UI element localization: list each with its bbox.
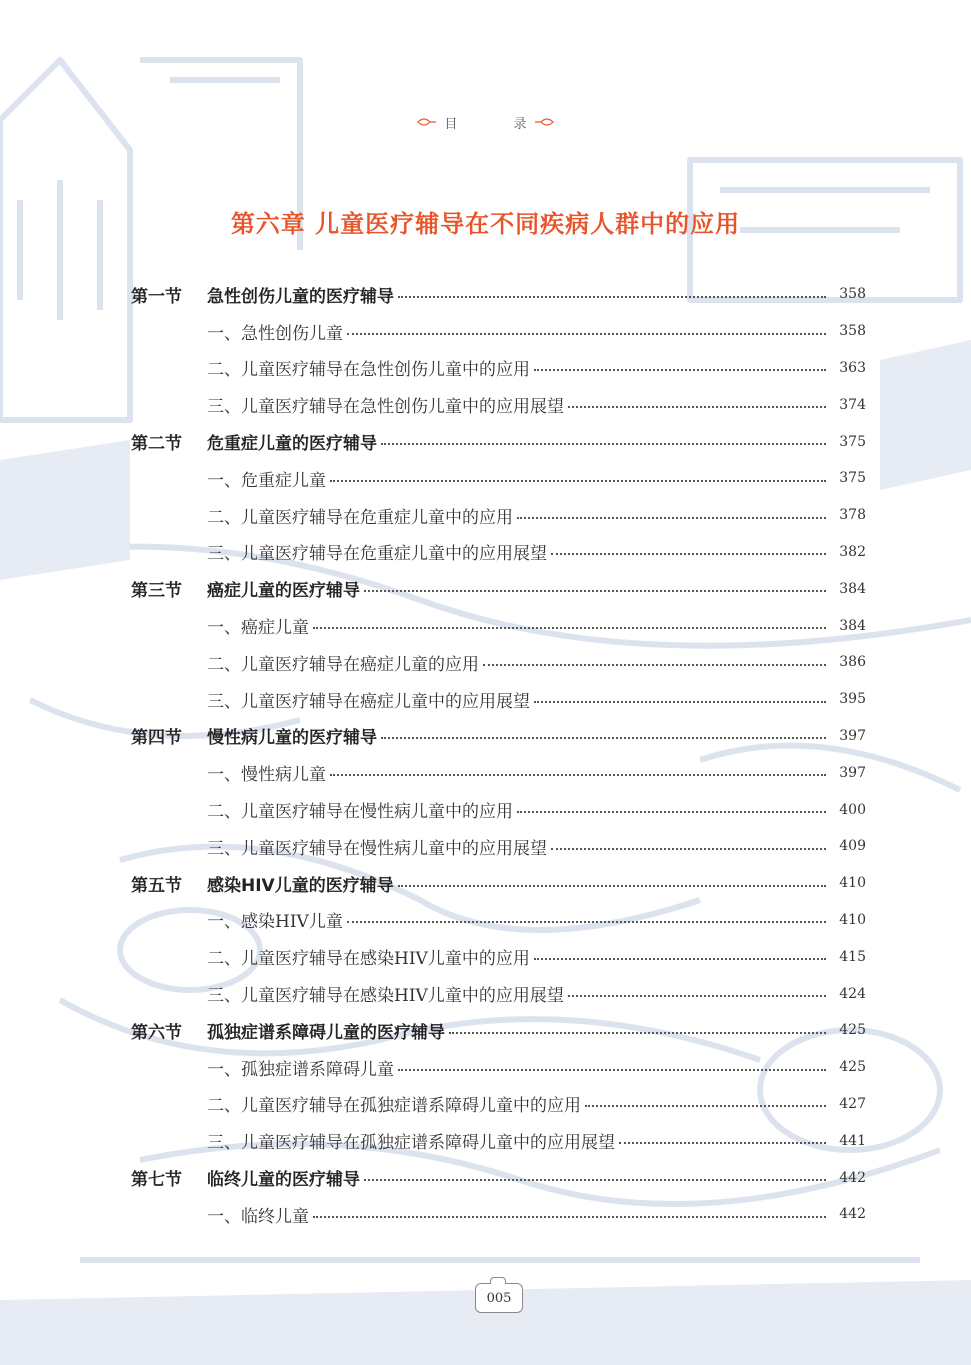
toc-item-row[interactable] — [131, 1122, 866, 1159]
section-title: 临终儿童的医疗辅导 — [207, 1170, 360, 1191]
table-of-contents — [131, 276, 866, 1233]
item-title: 三、儿童医疗辅导在孤独症谱系障碍儿童中的应用展望 — [207, 1133, 615, 1154]
item-title: 一、感染HIV儿童 — [207, 912, 343, 933]
toc-item-row[interactable] — [131, 938, 866, 975]
toc-page-number: 363 — [839, 359, 866, 376]
toc-item-row[interactable] — [131, 1086, 866, 1123]
section-title: 慢性病儿童的医疗辅导 — [207, 728, 377, 749]
dot-leader — [347, 332, 826, 335]
toc-page-number: 382 — [839, 543, 866, 560]
chapter-title: 第六章 儿童医疗辅导在不同疾病人群中的应用 — [230, 210, 741, 238]
item-title: 一、慢性病儿童 — [207, 765, 326, 786]
item-title: 三、儿童医疗辅导在癌症儿童中的应用展望 — [207, 691, 530, 712]
toc-page-number: 358 — [839, 323, 866, 340]
ornament-left-icon — [416, 115, 438, 129]
toc-page-number: 400 — [839, 801, 866, 818]
dot-leader — [551, 847, 826, 850]
dot-leader — [449, 1031, 826, 1034]
section-number: 第二节 — [131, 434, 182, 455]
item-title: 二、儿童医疗辅导在癌症儿童的应用 — [207, 654, 479, 675]
dot-leader — [517, 810, 826, 813]
dot-leader — [568, 405, 826, 408]
dot-leader — [381, 736, 826, 739]
dot-leader — [568, 994, 826, 997]
dot-leader — [483, 663, 826, 666]
toc-item-row[interactable] — [131, 386, 866, 423]
toc-page-number: 410 — [839, 875, 866, 892]
toc-item-row[interactable] — [131, 1196, 866, 1233]
item-title: 一、孤独症谱系障碍儿童 — [207, 1059, 394, 1080]
toc-page-number: 424 — [839, 985, 866, 1002]
dot-leader — [381, 442, 826, 445]
dot-leader — [347, 920, 826, 923]
toc-page-number: 441 — [839, 1132, 866, 1149]
item-title: 一、危重症儿童 — [207, 470, 326, 491]
dot-leader — [398, 295, 826, 298]
dot-leader — [398, 884, 826, 887]
toc-page-number: 375 — [839, 470, 866, 487]
toc-page-number: 386 — [839, 654, 866, 671]
toc-item-row[interactable] — [131, 681, 866, 718]
toc-page-number: 374 — [839, 396, 866, 413]
toc-section-row[interactable] — [131, 1012, 866, 1049]
toc-item-row[interactable] — [131, 828, 866, 865]
toc-item-row[interactable] — [131, 975, 866, 1012]
section-number: 第五节 — [131, 875, 182, 896]
dot-leader — [551, 552, 826, 555]
section-title: 癌症儿童的医疗辅导 — [207, 581, 360, 602]
section-number: 第一节 — [131, 286, 182, 307]
toc-item-row[interactable] — [131, 1049, 866, 1086]
toc-item-row[interactable] — [131, 791, 866, 828]
toc-item-row[interactable] — [131, 754, 866, 791]
toc-item-row[interactable] — [131, 607, 866, 644]
toc-page-number: 397 — [839, 727, 866, 744]
item-title: 三、儿童医疗辅导在危重症儿童中的应用展望 — [207, 544, 547, 565]
toc-page-number: 358 — [839, 286, 866, 303]
toc-page-number: 425 — [839, 1059, 866, 1076]
dot-leader — [364, 1178, 826, 1181]
dot-leader — [313, 1215, 826, 1218]
section-title: 感染HIV儿童的医疗辅导 — [207, 875, 394, 896]
item-title: 三、儿童医疗辅导在慢性病儿童中的应用展望 — [207, 838, 547, 859]
toc-page-number: 395 — [839, 691, 866, 708]
toc-item-row[interactable] — [131, 460, 866, 497]
section-number: 第六节 — [131, 1022, 182, 1043]
item-title: 二、儿童医疗辅导在感染HIV儿童中的应用 — [207, 949, 530, 970]
section-number: 第四节 — [131, 728, 182, 749]
section-title: 急性创伤儿童的医疗辅导 — [207, 286, 394, 307]
item-title: 二、儿童医疗辅导在慢性病儿童中的应用 — [207, 802, 513, 823]
toc-item-row[interactable] — [131, 350, 866, 387]
toc-page-number: 442 — [839, 1169, 866, 1186]
toc-item-row[interactable] — [131, 534, 866, 571]
ornament-right-icon — [533, 115, 555, 129]
toc-page-number: 397 — [839, 764, 866, 781]
item-title: 二、儿童医疗辅导在急性创伤儿童中的应用 — [207, 360, 530, 381]
item-title: 三、儿童医疗辅导在感染HIV儿童中的应用展望 — [207, 986, 564, 1007]
header-label: 目 录 — [444, 116, 553, 132]
item-title: 一、急性创伤儿童 — [207, 323, 343, 344]
dot-leader — [534, 368, 826, 371]
toc-section-row[interactable] — [131, 276, 866, 313]
dot-leader — [313, 626, 826, 629]
toc-item-row[interactable] — [131, 313, 866, 350]
dot-leader — [330, 773, 826, 776]
item-title: 一、临终儿童 — [207, 1206, 309, 1227]
dot-leader — [330, 479, 826, 482]
toc-section-row[interactable] — [131, 570, 866, 607]
section-number: 第三节 — [131, 581, 182, 602]
toc-page-number: 427 — [839, 1095, 866, 1112]
toc-page-number: 384 — [839, 580, 866, 597]
running-header — [0, 110, 971, 134]
toc-page-number: 378 — [839, 507, 866, 524]
toc-page-number: 442 — [839, 1206, 866, 1223]
toc-section-row[interactable] — [131, 718, 866, 755]
toc-section-row[interactable] — [131, 423, 866, 460]
toc-section-row[interactable] — [131, 865, 866, 902]
toc-page-number: 410 — [839, 911, 866, 928]
dot-leader — [364, 589, 826, 592]
dot-leader — [534, 957, 826, 960]
dot-leader — [534, 700, 826, 703]
item-title: 一、癌症儿童 — [207, 618, 309, 639]
item-title: 二、儿童医疗辅导在孤独症谱系障碍儿童中的应用 — [207, 1096, 581, 1117]
item-title: 二、儿童医疗辅导在危重症儿童中的应用 — [207, 507, 513, 528]
toc-item-row[interactable] — [131, 497, 866, 534]
toc-page-number: 415 — [839, 948, 866, 965]
toc-page-number: 384 — [839, 617, 866, 634]
item-title: 三、儿童医疗辅导在急性创伤儿童中的应用展望 — [207, 397, 564, 418]
page-number: 005 — [475, 1283, 523, 1313]
dot-leader — [517, 516, 826, 519]
toc-page-number: 375 — [839, 433, 866, 450]
toc-page-number: 425 — [839, 1022, 866, 1039]
section-title: 孤独症谱系障碍儿童的医疗辅导 — [207, 1022, 445, 1043]
toc-section-row[interactable] — [131, 1159, 866, 1196]
section-number: 第七节 — [131, 1170, 182, 1191]
section-title: 危重症儿童的医疗辅导 — [207, 434, 377, 455]
toc-page-number: 409 — [839, 838, 866, 855]
dot-leader — [619, 1141, 826, 1144]
toc-item-row[interactable] — [131, 644, 866, 681]
toc-item-row[interactable] — [131, 902, 866, 939]
dot-leader — [585, 1104, 826, 1107]
dot-leader — [398, 1068, 826, 1071]
